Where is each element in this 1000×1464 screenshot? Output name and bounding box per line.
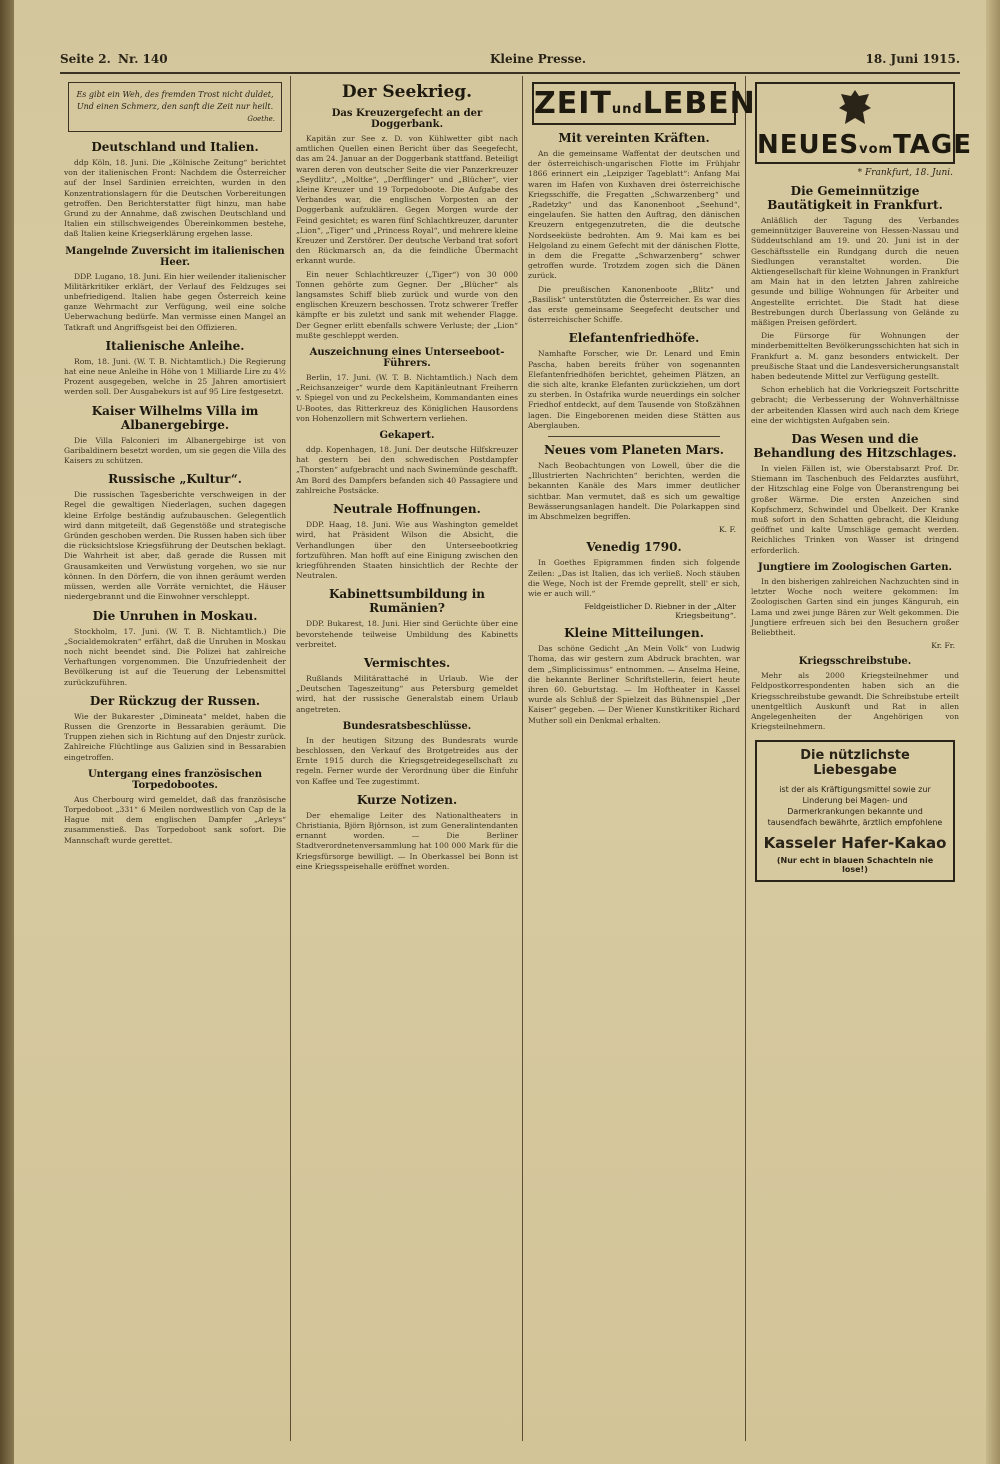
article-heading: Der Rückzug der Russen. xyxy=(89,693,261,708)
page-edge xyxy=(986,0,1000,1464)
article-text: Die russischen Tagesberichte verschweigen in der Regel die gewaltigen Niederlagen, suchen dagegen kleine Erfolge beständig aufzubauschen. Gelegentlich wird dann mitgeteilt, daß Gegenstöße und strategische Gründen geschoben werden. Die Russen haben sich über die rücksichtslose Kriegsführung der Deutschen beklagt. Die Wahrheit ist aber, daß gerade die Russen mit Grausamkeiten und Verwüstung vorgehen, wo sie nur können. In den Dörfern, die von ihnen geräumt werden müssen, werden alle Vorräte vernichtet, die Häuser niedergebrannt und die Einwohner verschleppt. xyxy=(64,490,286,602)
advertisement xyxy=(755,740,955,882)
issue-number: Nr. 140 xyxy=(118,52,168,66)
column-1 xyxy=(64,76,286,1441)
article-heading: Kaiser Wilhelms Villa im Albanergebirge. xyxy=(91,403,259,432)
article-text: Nach Beobachtungen von Lowell, über die die „Illustrierten Nachrichten“ berichten, werden die bekannten Kanäle des Mars immer deutlicher sichtbar. Man vermutet, daß es sich um gewaltige Bewässerungsanlagen handelt. Die Polarkappen sind im Abschmelzen begriffen. xyxy=(528,461,740,522)
article-text: Schon erheblich hat die Vorkriegszeit Fortschritte gebracht; die Verbesserung der Wohnverhältnisse der arbeitenden Klassen wird auch nach dem Kriege eine der wichtigsten Aufgaben sein. xyxy=(751,385,959,425)
article-text: Der ehemalige Leiter des Nationaltheaters in Christiania, Björn Björnson, ist zum Generalintendanten ernannt worden. — Die Berliner Stadtverordnetenversammlung hat 100 000 Mark für die Kriegsfürsorge bewilligt. — In Oberkassel bei Bonn ist eine Kriegsspeisehalle eröffnet worden. xyxy=(296,810,518,871)
motto-box xyxy=(68,82,282,132)
article-text: Die Villa Falconieri im Albanergebirge ist von Garibaldinern besetzt worden, um sie gegen die Villa des Kaisers zu schützen. xyxy=(64,435,286,466)
article-text: DDP. Lugano, 18. Juni. Ein hier weilender italienischer Militärkritiker erklärt, der Verlauf des Feldzuges sei unbefriedigend. Italien habe gegen Österreich keine ganze Wehrmacht zur Verfügung, weil eine solche Ueberwachung bedürfe. Man vermisse einen Mangel an Tatkraft und Angriffsgeist bei den Offizieren. xyxy=(64,271,286,332)
article-heading: Kurze Notizen. xyxy=(356,792,458,807)
header-rule xyxy=(60,72,960,74)
masthead-word: LEBEN xyxy=(642,86,756,121)
article-signature: Kr. Fr. xyxy=(931,641,955,651)
article-heading: Kabinettsumbildung in Rumänien? xyxy=(329,587,485,616)
binding-spine xyxy=(0,0,14,1464)
masthead-word: TAGE xyxy=(893,130,973,160)
article-heading: Kleine Mitteilungen. xyxy=(564,626,704,641)
page-label: Seite 2. xyxy=(60,52,111,66)
article-heading: Venedig 1790. xyxy=(586,540,682,555)
article-text: Die preußischen Kanonenboote „Blitz“ und „Basilisk“ unterstützten die Österreicher. Es war dies das erste gemeinsame Seegefecht deutscher und österreichischer Schiffe. xyxy=(528,284,740,325)
motto-line: Und einen Schmerz, den sanft die Zeit nur heilt. xyxy=(76,102,274,111)
article-signature: K. F. xyxy=(719,525,736,535)
article-text: Mehr als 2000 Kriegsteilnehmer und Feldpostkorrespondenten haben sich an die Kriegsschreibstube gewandt. Die Schreibstube erteilt unentgeltlich Auskunft und Rat in allen Angelegenheiten der Angehörigen von Kriegsteilnehmern. xyxy=(751,671,959,732)
article-text: Stockholm, 17. Juni. (W. T. B. Nichtamtlich.) Die „Socialdemokraten“ erfährt, daß die Unruhen in Moskau noch nicht beendet sind. Die Polizei hat zahlreiche Verhaftungen vorgenommen. Die Unzufriedenheit der Bevölkerung ist auf die Teuerung der Lebensmittel zurückzuführen. xyxy=(64,626,286,687)
motto-line: Es gibt ein Weh, des fremden Trost nicht duldet, xyxy=(76,90,274,99)
article-heading: Auszeichnung eines Unterseeboot-Führers. xyxy=(309,347,505,370)
article-heading: Mit vereinten Kräften. xyxy=(558,131,710,145)
article-text: Rußlands Militärattaché in Urlaub. Wie der „Deutschen Tageszeitung“ aus Petersburg gemeldet wird, hat der russische Generalstab einem Urlaub angetreten. xyxy=(296,673,518,714)
article-text: In den bisherigen zahlreichen Nachzuchten sind in letzter Woche noch weitere gekommen: Im Zoologischen Garten sind ein junges Känguruh, ein Lama und zwei junge Bären zur Welt gekommen. Die Jungtiere erfreuen sich bei den Besuchern großer Beliebtheit. xyxy=(751,576,959,637)
dateline: * Frankfurt, 18. Juni. xyxy=(857,168,953,178)
article-heading: Neutrale Hoffnungen. xyxy=(333,502,481,517)
article-heading: Bundesratsbeschlüsse. xyxy=(342,720,472,732)
article-text: Anläßlich der Tagung des Verbandes gemeinnütziger Bauvereine von Hessen-Nassau und Süddeutschland am 19. und 20. Juni ist in der Geschäftsstelle ein Rundgang durch die neuen Siedlungen veranstaltet worden. Die Aktiengesellschaft für kleine Wohnungen in Frankfurt am Main hat in den letzten Jahren zahlreiche gesunde und billige Wohnungen für Arbeiter und Angestellte errichtet. Die Stadt hat diese Bestrebungen durch Überlassung von Gelände zu mäßigen Preisen gefördert. xyxy=(751,216,960,328)
article-text: Berlin, 17. Juni. (W. T. B. Nichtamtlich.) Nach dem „Reichsanzeiger“ wurde dem Kapitänleutnant Freiherrn v. Spiegel von und zu Peckelsheim, Kommandanten eines U-Bootes, das Ritterkreuz des Königlichen Hausordens von Hohenzollern mit Schwertern verliehen. xyxy=(296,373,518,423)
article-text: ddp Köln, 18. Juni. Die „Kölnische Zeitung“ berichtet von der italienischen Front: Nachdem die Österreicher auf der Insel Sardinien erreichten, wurden in den Konzentrationslagern für die Deutschen Vorbereitungen getroffen. Den Berichterstatter fügt hinzu, man habe Grund zu der Annahme, daß zwischen Deutschland und Italien ein stillschweigendes Übereinkommen bestehe, daß Italien keine Kriegserklärung ergehen lasse. xyxy=(64,158,286,239)
section-heading: Der Seekrieg. xyxy=(341,82,473,102)
masthead-word: NEUES xyxy=(757,130,860,160)
article-signature: Feldgeistlicher D. Riebner in der „Alter Kriegsbeitung“. xyxy=(584,602,736,621)
column-divider xyxy=(290,76,291,1441)
article-heading: Elefantenfriedhöfe. xyxy=(568,331,700,346)
article-text: An die gemeinsame Waffentat der deutschen und der österreichisch-ungarischen Flotte im Frühjahr 1866 erinnert ein „Leipziger Tageblatt“: Anfang Mai waren im Hafen von Kuxhaven drei österreichische Kriegsschiffe, die Fregatten „Schwarzenberg“ und „Radetzky“ und das Kanonenboot „Seehund“, eingelaufen. Sie hatten den Auftrag, den dänischen Kreuzern entgegenzutreten, die die deutsche Nordseeküste bedrohten. Am 9. Mai kam es bei Helgoland zu einem Gefecht mit der dänischen Flotte, in dem die Fregatte „Schwarzenberg“ schwer getroffen wurde. Trotzdem zogen sich die Dänen zurück. xyxy=(528,149,740,281)
article-heading: Italienische Anleihe. xyxy=(105,338,245,353)
article-heading: Das Kreuzergefecht an der Doggerbank. xyxy=(331,108,483,130)
article-heading: Das Wesen und die Behandlung des Hitzschlages. xyxy=(753,432,957,461)
article-heading: Gekapert. xyxy=(379,430,435,442)
article-heading: Russische „Kultur“. xyxy=(108,472,242,487)
ad-title: Die nützlichste Liebesgabe xyxy=(800,748,910,779)
article-text: DDP. Bukarest, 18. Juni. Hier sind Gerüchte über eine bevorstehende teilweise Umbildung des Kabinetts verbreitet. xyxy=(296,619,518,649)
section-masthead-neues-vom-tage xyxy=(755,82,973,164)
masthead-word: ZEIT xyxy=(534,86,612,121)
article-text: DDP. Haag, 18. Juni. Wie aus Washington gemeldet wird, hat Präsident Wilson die Absicht, die Verhandlungen über den Unterseebootkrieg fortzuführen. Man hofft auf eine Einigung zwischen den kriegführenden Staaten hinsichtlich der Rechte der Neutralen. xyxy=(296,520,518,581)
article-text: In der heutigen Sitzung des Bundesrats wurde beschlossen, den Verkauf des Brotgetreides aus der Ernte 1915 durch die Kriegsgetreidegesellschaft zu regeln. Ferner wurde der Verordnung über die Einfuhr von Kaffee und Tee zugestimmt. xyxy=(296,735,518,786)
article-text: Die Fürsorge für Wohnungen der minderbemittelten Bevölkerungsschichten hat sich in Frankfurt a. M. ganz besonders entwickelt. Der preußische Staat und die Landesversicherungsanstalt haben bedeutende Mittel zur Verfügung gestellt. xyxy=(751,331,959,382)
article-text: ddp. Kopenhagen, 18. Juni. Der deutsche Hilfskreuzer hat gestern bei den schwedischen Postdampfer „Thorsten“ aufgebracht und nach Swinemünde geschafft. Am Bord des Dampfers befanden sich 40 Passagiere und zahlreiche Postsäcke. xyxy=(296,445,518,495)
masthead-word: vom xyxy=(859,142,894,157)
article-text: Wie der Bukarester „Dimineata“ meldet, haben die Russen die Grenzorte in Bessarabien geräumt. Die Truppen ziehen sich in Richtung auf den Dnjestr zurück. Zahlreiche Flüchtlinge aus Galizien sind in Bessarabien eingetroffen. xyxy=(64,711,286,762)
motto-author: Goethe. xyxy=(247,115,275,123)
article-text: Aus Cherbourg wird gemeldet, daß das französische Torpedoboot „331“ 6 Meilen nordwestlich von Cap de la Hague mit dem englischen Dampfer „Arleys“ zusammenstieß. Das Torpedoboot sank sofort. Die Mannschaft wurde gerettet. xyxy=(64,794,286,845)
article-heading: Die Gemeinnützige Bautätigkeit in Frankfurt. xyxy=(767,184,943,212)
issue-date: 18. Juni 1915. xyxy=(865,52,960,66)
article-text: Das schöne Gedicht „An Mein Volk“ von Ludwig Thoma, das wir gestern zum Abdruck brachten, war dem „Simplicissimus“ entnommen. — Anselma Heine, die bekannte Berliner Schriftstellerin, feiert heute ihren 60. Geburtstag. — Im Hoftheater in Kassel wurde als Schluß der Spielzeit das Bühnenspiel „Der Kaiser“ gegeben. — Der Wiener Kunstkritiker Richard Muther soll ein Denkmal erhalten. xyxy=(528,644,740,725)
article-heading: Die Unruhen in Moskau. xyxy=(92,608,258,623)
column-2 xyxy=(296,76,518,1441)
article-text: Kapitän zur See z. D. von Kühlwetter gibt nach amtlichen Quellen einen Bericht über das Seegefecht, das am 24. Januar an der Doggerbank stattfand. Beteiligt waren deren von deutscher Seite die vier Panzerkreuzer „Seydlitz“, „Moltke“, „Derfflinger“ und „Blücher“, vier kleine Kreuzer und 19 Torpedoboote. Die Aufgabe des Verbandes war, die englischen Vorposten an der Doggerbank aufzuklären. Gegen Morgen wurde der Feind gesichtet; es waren fünf Schlachtkreuzer, darunter „Lion“, „Tiger“ und „Princess Royal“, und mehrere kleine Kreuzer und Zerstörer. Der deutsche Verband trat sofort den Rückmarsch an, da die feindliche Übermacht erkannt wurde. xyxy=(296,134,518,266)
column-4 xyxy=(751,76,973,1441)
divider xyxy=(548,436,720,437)
article-heading: Neues vom Planeten Mars. xyxy=(544,443,724,458)
column-3 xyxy=(528,76,756,1441)
article-heading: Vermischtes. xyxy=(363,655,451,670)
article-text: In vielen Fällen ist, wie Oberstabsarzt Prof. Dr. Stiemann im Taschenbuch des Feldarztes ausführt, der Hitzschlag eine Folge von Überanstrengung bei großer Wärme. Die ersten Anzeichen sind Kopfschmerz, Schwindel und Übelkeit. Der Kranke muß sofort in den Schatten gebracht, die Kleidung geöffnet und kalte Umschläge gemacht werden. Reichliches Trinken von Wasser ist dringend erforderlich. xyxy=(751,464,959,555)
article-heading: Jungtiere im Zoologischen Garten. xyxy=(757,561,953,573)
article-text: Rom, 18. Juni. (W. T. B. Nichtamtlich.) Die Regierung hat eine neue Anleihe in Höhe von 1 Milliarde Lire zu 4½ Prozent ausgegeben, welche in 25 Jahren amortisiert werden soll. Der Ausgabekurs ist auf 95 Lire festgesetzt. xyxy=(64,356,286,397)
column-divider xyxy=(745,76,746,1441)
ad-product: Kasseler Hafer-Kakao xyxy=(763,834,947,853)
article-heading: Untergang eines französischen Torpedobootes. xyxy=(87,768,263,791)
article-subheading: Mangelnde Zuversicht im italienischen Heer. xyxy=(65,245,285,268)
ad-note: (Nur echt in blauen Schachteln nie lose!) xyxy=(776,856,934,875)
article-text: Ein neuer Schlachtkreuzer („Tiger“) von 30 000 Tonnen gehörte zum Gegner. Der „Blücher“ als langsamstes Schiff blieb zurück und wurde von den englischen Kreuzern beschossen. Trotz schwerer Treffer kämpfte er bis zuletzt und sank mit wehender Flagge. Der Gegner erlitt ebenfalls schwere Verluste; der „Lion“ mußte geschleppt werden. xyxy=(296,269,518,340)
article-text: Namhafte Forscher, wie Dr. Lenard und Emin Pascha, haben bereits früher von sogenannten Elefantenfriedhöfen berichtet, geheimen Plätzen, an die sich alte, kranke Elefanten zurückziehen, um dort zu sterben. In Ostafrika wurde neuerdings ein solcher Friedhof entdeckt, auf dem Tausende von Stoßzähnen lagen. Die Eingeborenen meiden diese Stätten aus Aberglauben. xyxy=(528,349,740,430)
article-heading: Deutschland und Italien. xyxy=(91,140,259,154)
article-heading: Kriegsschreibstube. xyxy=(798,656,912,668)
page-header xyxy=(60,52,960,72)
column-divider xyxy=(522,76,523,1441)
eagle-crest-icon xyxy=(835,86,875,130)
article-text: In Goethes Epigrammen finden sich folgende Zeilen: „Das ist Italien, das ich verließ. Noch stäuben die Wege, Noch ist der Fremde geprellt, stell' er sich, wie er auch will.“ xyxy=(528,558,740,598)
ad-text: ist der als Kräftigungsmittel sowie zur Linderung bei Magen- und Darmerkrankungen bekannte und tausendfach bewährte, ärztlich empfohlene xyxy=(767,785,943,828)
paper-name: Kleine Presse. xyxy=(490,52,587,66)
masthead-word: und xyxy=(611,102,643,117)
section-masthead-zeit-und-leben xyxy=(532,82,756,125)
